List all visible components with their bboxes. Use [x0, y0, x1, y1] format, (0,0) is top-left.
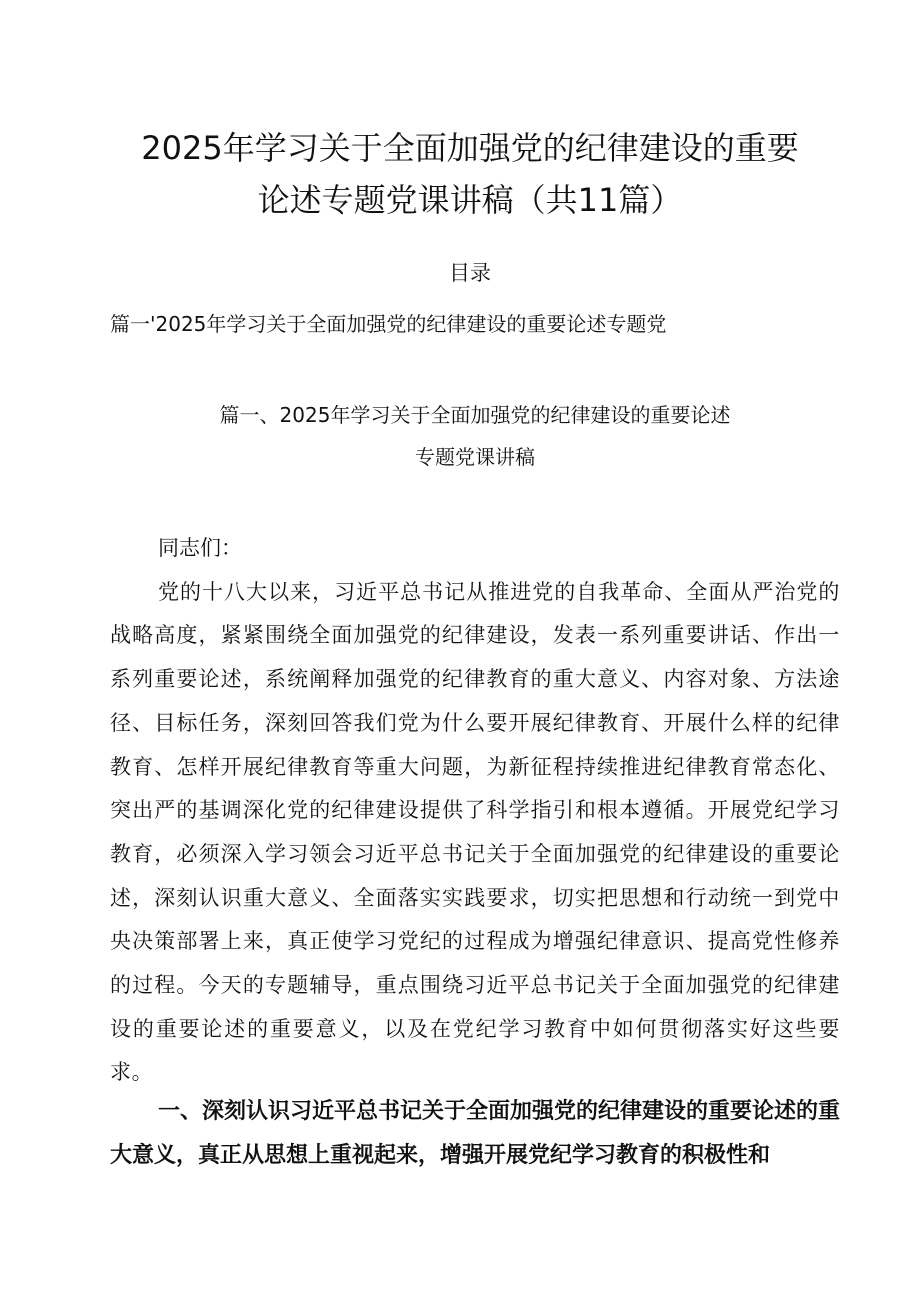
section-title-line-1: 篇一、2025年学习关于全面加强党的纪律建设的重要论述: [219, 403, 731, 427]
toc-item-1[interactable]: 篇一'2025年学习关于全面加强党的纪律建设的重要论述专题党: [110, 312, 667, 336]
body-text: [110, 527, 840, 1095]
body-paragraph-1: 党的十八大以来，习近平总书记从推进党的自我革命、全面从严治党的战略高度，紧紧围绕全面加强党的纪律建设，发表一系列重要讲话、作出一系列重要论述，系统阐释加强党的纪律教育的重大意义、内容对象、方法途径、目标任务，深刻回答我们党为什么要开展纪律教育、开展什么样的纪律教育、怎样开展纪律教育等重大问题，为新征程持续推进纪律教育常态化、突出严的基调深化党的纪律建设提供了科学指引和根本遵循。开展党纪学习教育，必须深入学习领会习近平总书记关于全面加强党的纪律建设的重要论述，深刻认识重大意义、全面落实实践要求，切实把思想和行动统一到党中央决策部署上来，真正使学习党纪的过程成为增强纪律意识、提高党性修养的过程。今天的专题辅导，重点围绕习近平总书记关于全面加强党的纪律建设的重要论述的重要意义，以及在党纪学习教育中如何贯彻落实好这些要求。: [110, 579, 840, 1085]
section-title-line-2: 专题党课讲稿: [415, 445, 535, 469]
document-title-line-1: 2025年学习关于全面加强党的纪律建设的重要: [141, 129, 799, 167]
salutation: 同志们：: [158, 536, 242, 560]
document-title-line-2: 论述专题党课讲稿（共11篇）: [257, 181, 683, 219]
subheading-1: 一、深刻认识习近平总书记关于全面加强党的纪律建设的重要论述的重大意义，真正从思想上重视起来，增强开展党纪学习教育的积极性和: [110, 1099, 841, 1168]
toc-heading: 目录: [449, 261, 491, 285]
document-title: [100, 122, 840, 226]
section-title: [100, 394, 850, 478]
